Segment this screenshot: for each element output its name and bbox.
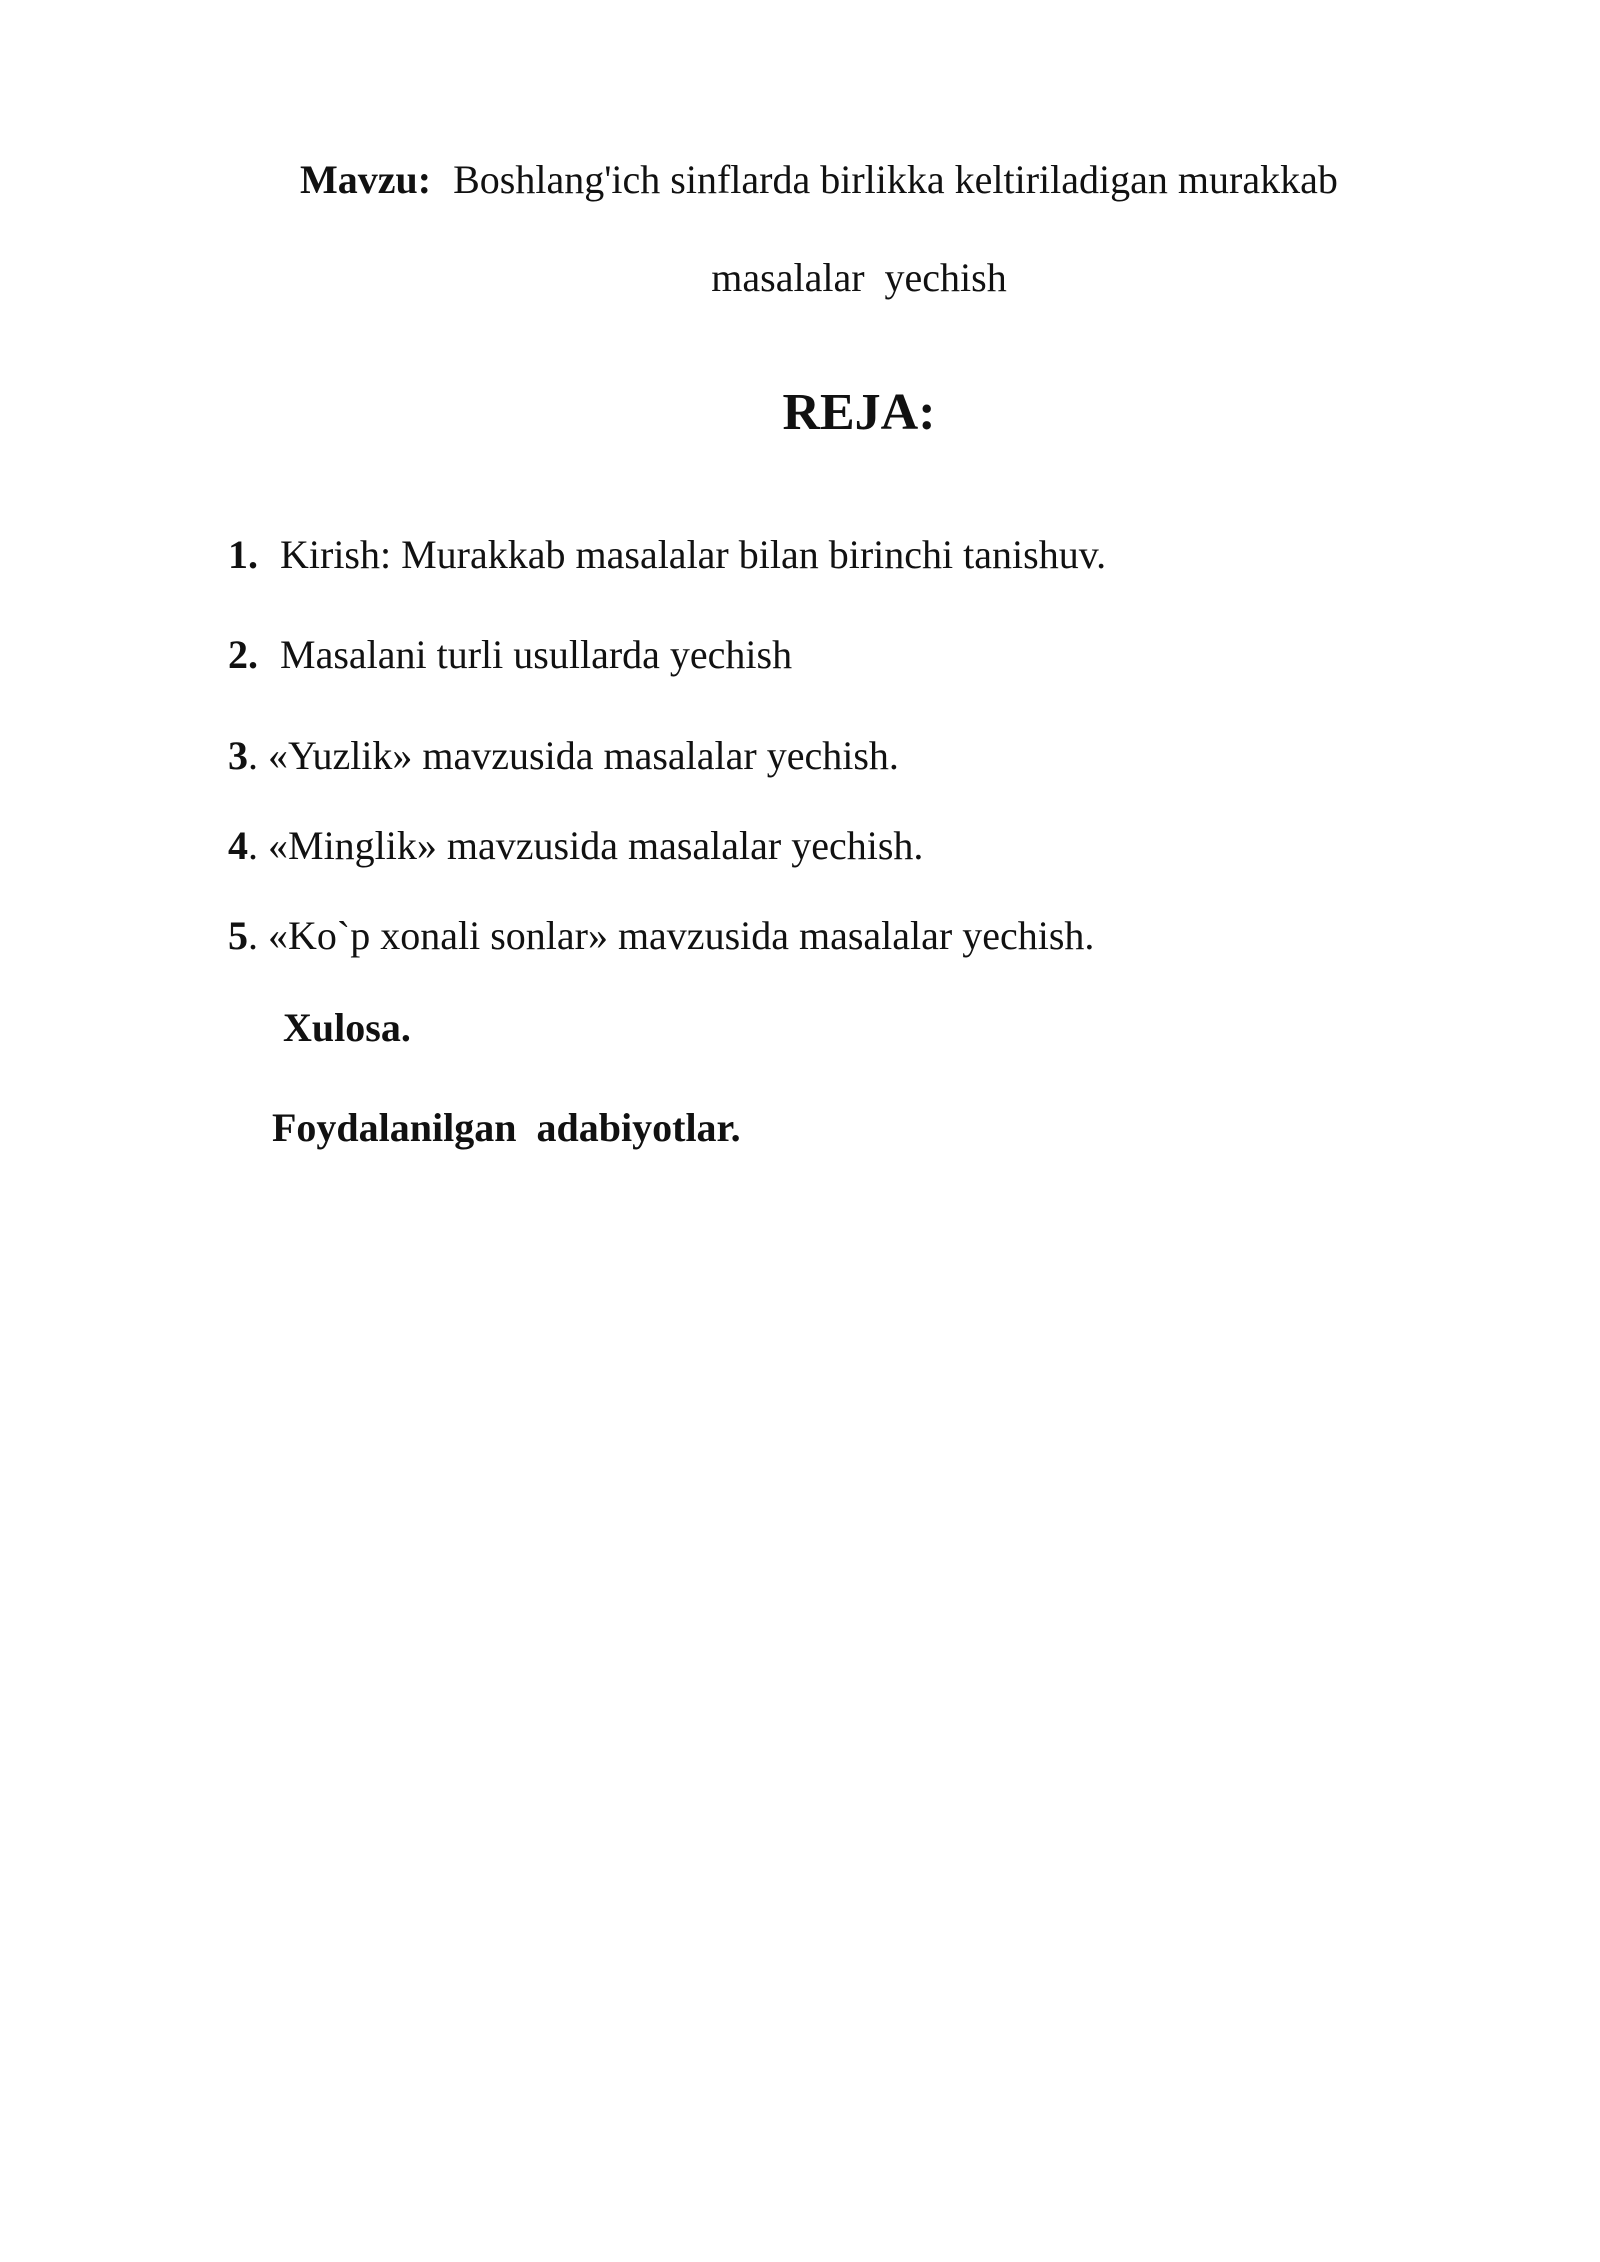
references-heading: Foydalanilgan adabiyotlar. [272, 1105, 741, 1150]
plan-item-text: . «Ko`p xonali sonlar» mavzusida masalalar yechish. [248, 913, 1095, 958]
topic-line-1 [300, 150, 1338, 210]
plan-item-number: 2. [228, 632, 258, 677]
topic-title-part-2: masalalar yechish [711, 255, 1007, 300]
plan-item-text: Kirish: Murakkab masalalar bilan birinchi tanishuv. [280, 532, 1107, 577]
plan-item-text: . «Minglik» mavzusida masalalar yechish. [248, 823, 924, 868]
plan-item-text: . «Yuzlik» mavzusida masalalar yechish. [248, 733, 899, 778]
plan-item-number: 4 [228, 823, 248, 868]
plan-item-text: Masalani turli usullarda yechish [280, 632, 793, 677]
plan-item-4 [228, 818, 923, 874]
plan-item-number: 1. [228, 532, 258, 577]
topic-label: Mavzu: [300, 157, 432, 202]
plan-item-3 [228, 728, 899, 784]
conclusion-heading: Xulosa. [283, 1005, 411, 1050]
plan-item-5 [228, 908, 1094, 964]
plan-item-2 [228, 627, 792, 683]
topic-title-part-1: Boshlang'ich sinflarda birlikka keltiriladigan murakkab [453, 157, 1338, 202]
plan-heading: REJA: [782, 384, 936, 441]
plan-item-number: 5 [228, 913, 248, 958]
plan-item-number: 3 [228, 733, 248, 778]
plan-item-1 [228, 527, 1106, 583]
